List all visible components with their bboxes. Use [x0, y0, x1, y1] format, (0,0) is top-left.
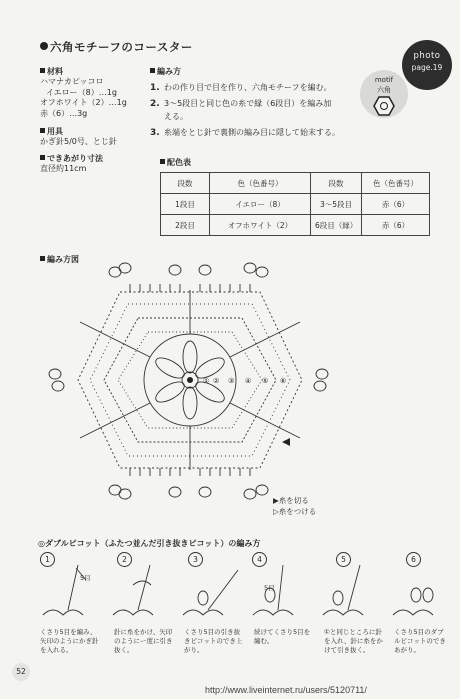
- round-label: ①: [203, 377, 210, 385]
- step-number-badge: 4: [252, 552, 267, 567]
- step-number-badge: 2: [117, 552, 132, 567]
- photo-badge-label: photo: [413, 51, 441, 61]
- bullet-icon: [40, 42, 48, 50]
- instruction-step: [150, 125, 340, 141]
- table-cell: 赤（6）: [362, 194, 430, 215]
- page-title: [40, 39, 193, 55]
- table-header: 段数: [161, 173, 210, 194]
- size-heading: [40, 153, 103, 164]
- double-picot-illustrations: [38, 560, 448, 620]
- instruction-step: [150, 80, 340, 96]
- double-circle-icon: ◎: [38, 539, 45, 548]
- table-row: [161, 194, 430, 215]
- table-cell: オフホワイト（2）: [210, 215, 311, 236]
- step-text: わの作り目で目を作り、六角モチーフを編む。: [164, 83, 332, 92]
- step-number: 2.: [150, 99, 160, 109]
- step-caption: くさり5目の引き抜きピコットのでき上がり。: [184, 628, 243, 654]
- double-picot-heading-text: ダブルピコット（ふたつ並んだ引き抜きピコット）の編み方: [44, 539, 261, 548]
- motif-badge: [360, 70, 408, 132]
- table-cell: イエロー（8）: [210, 194, 311, 215]
- size-section: [40, 153, 103, 175]
- color-table: [160, 172, 430, 236]
- table-cell: 3〜5段目: [311, 194, 362, 215]
- step-number: 1.: [150, 83, 160, 93]
- page-number: 52: [12, 663, 30, 681]
- tools-text: かぎ針5/0号、とじ針: [40, 137, 117, 146]
- motif-badge-label: motif: [374, 76, 394, 84]
- square-bullet-icon: [40, 155, 45, 160]
- crochet-chart-diagram: [40, 262, 340, 512]
- square-bullet-icon: [160, 159, 165, 164]
- table-header-row: [161, 173, 430, 194]
- materials-line: 赤（6）…3g: [40, 108, 88, 118]
- double-picot-steps: [38, 550, 448, 660]
- stitch-count-note: 5目: [80, 574, 91, 582]
- step-number: 3.: [150, 128, 160, 138]
- table-header: 段数: [311, 173, 362, 194]
- motif-badge-circle: [360, 70, 408, 118]
- table-cell: 6段目（縁）: [311, 215, 362, 236]
- table-header: 色（色番号）: [362, 173, 430, 194]
- step-text: 糸端をとじ針で裏側の編み目に隠して始末する。: [164, 128, 340, 137]
- square-bullet-icon: [40, 256, 45, 261]
- photo-badge: [402, 40, 452, 90]
- materials-heading: [40, 66, 127, 77]
- table-cell: 赤（6）: [362, 215, 430, 236]
- footer-url: http://www.liveinternet.ru/users/5120711/: [205, 685, 367, 695]
- round-label: ④: [245, 377, 252, 385]
- color-table-heading: [160, 157, 191, 168]
- step-number-badge: 3: [188, 552, 203, 567]
- size-text: 直径約11cm: [40, 164, 87, 173]
- square-bullet-icon: [40, 128, 45, 133]
- tools-heading: [40, 126, 117, 137]
- step-caption: くさり5目のダブルピコットのできあがり。: [394, 628, 446, 654]
- size-heading-text: できあがり寸法: [47, 154, 103, 163]
- stitch-count-note: 5目: [264, 584, 275, 592]
- table-cell: 2段目: [161, 215, 210, 236]
- tools-heading-text: 用具: [47, 127, 63, 136]
- legend-attach-yarn: ▷糸をつける: [273, 507, 317, 516]
- tools-section: [40, 126, 117, 148]
- materials-section: [40, 66, 127, 119]
- materials-line: イエロー（8）…1g: [46, 87, 117, 97]
- round-label: ③: [228, 377, 235, 385]
- step-caption: 針に糸をかけ、矢印のようにー度に引き抜く。: [114, 628, 173, 654]
- step-caption: 続けてくさり5目を編む。: [254, 628, 311, 645]
- step-caption: くさり5目を編み、矢印のようにかぎ針を入れる。: [40, 628, 99, 654]
- round-label: ②: [213, 377, 220, 385]
- instructions-heading: [150, 66, 181, 77]
- materials-heading-text: 材料: [47, 67, 63, 76]
- table-cell: 1段目: [161, 194, 210, 215]
- step-number-badge: 5: [336, 552, 351, 567]
- instructions-steps: [150, 80, 340, 141]
- step-number-badge: 6: [406, 552, 421, 567]
- step-caption: ①と同じところに針を入れ、針に糸をかけて引き抜く。: [324, 628, 383, 654]
- hexagon-icon: [373, 96, 395, 116]
- photo-badge-page: page.19: [411, 63, 443, 72]
- materials-yarn: ハマナカピッコロ: [40, 77, 104, 86]
- diagram-legend: [273, 495, 316, 517]
- color-table-heading-text: 配色表: [167, 158, 191, 167]
- square-bullet-icon: [40, 68, 45, 73]
- round-label: ⑤: [262, 377, 269, 385]
- step-text: 3〜5段目と同じ色の糸で縁（6段目）を編み加: [164, 99, 332, 108]
- square-bullet-icon: [150, 68, 155, 73]
- round-label: ⑥: [280, 377, 287, 385]
- table-row: [161, 215, 430, 236]
- legend-cut-yarn: ▶糸を切る: [273, 496, 309, 505]
- title-text: 六角モチーフのコースター: [50, 40, 193, 54]
- step-text-continued: える。: [164, 112, 188, 121]
- materials-line: オフホワイト（2）…1g: [40, 98, 127, 107]
- instructions-heading-text: 編み方: [157, 67, 181, 76]
- double-picot-heading: [38, 538, 260, 549]
- motif-badge-shape: 六角: [377, 86, 391, 94]
- table-header: 色（色番号）: [210, 173, 311, 194]
- diagram-heading-text: 編み方図: [47, 255, 79, 264]
- step-number-badge: 1: [40, 552, 55, 567]
